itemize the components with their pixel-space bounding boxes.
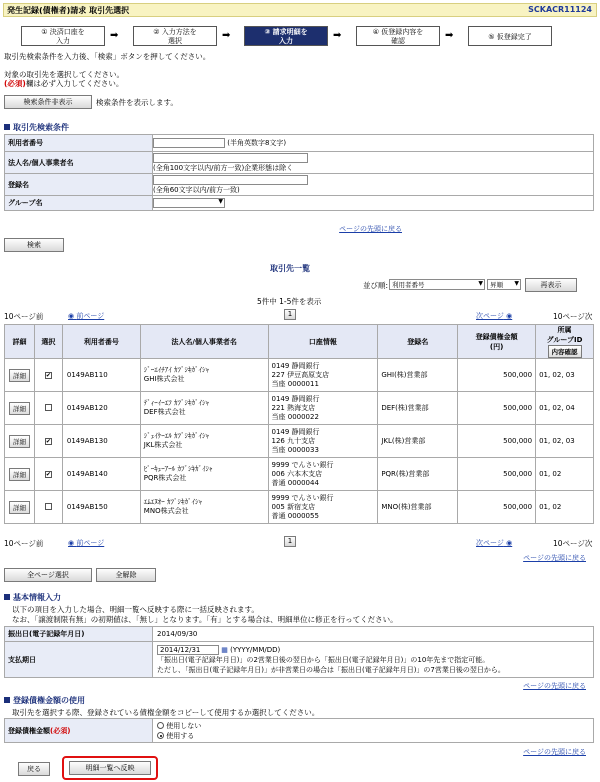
arrow-right-icon: ➡ — [445, 30, 454, 41]
col-user-no: 利用者番号 — [62, 325, 140, 359]
page-top-link[interactable]: ページの先頭に戻る — [523, 682, 586, 690]
list-title: 取引先一覧 — [270, 264, 310, 273]
user-no-cell: 0149AB140 — [62, 458, 140, 491]
select-all-button[interactable]: 全ページ選択 — [4, 568, 92, 582]
name-cell: PQR株式会社 — [143, 474, 187, 482]
usage-opt-yes-label: 使用する — [166, 731, 195, 740]
user-no-input[interactable] — [153, 138, 225, 148]
step-4: ④ 仮登録内容を 確認 — [356, 26, 440, 46]
page-top-link[interactable]: ページの先頭に戻る — [339, 225, 402, 233]
name-kana: ﾋﾟｰｷｭｰｱｰﾙ ｶﾌﾞｼｷｶﾞｲｼｬ — [143, 465, 213, 473]
reg-cell: GHI(株)営業部 — [378, 359, 458, 392]
arrow-right-icon: ➡ — [110, 30, 119, 41]
bank-cell: 0149 静岡銀行 — [271, 394, 320, 403]
amount-cell: 500,000 — [458, 458, 536, 491]
amount-cell: 500,000 — [458, 425, 536, 458]
col-reg: 登録名 — [378, 325, 458, 359]
usage-section-title: 登録債権金額の使用 — [4, 695, 85, 706]
select-checkbox[interactable]: ✔ — [45, 471, 51, 478]
usage-table — [4, 718, 594, 743]
basic-table — [4, 626, 594, 678]
prev-10-link[interactable]: 10ページ前 — [4, 312, 44, 321]
name-cell: JKL株式会社 — [143, 441, 183, 449]
page-title: 発生記録(債権者)請求 取引先選択 — [7, 6, 130, 15]
account-cell: 当座 0000011 — [271, 379, 319, 388]
prev-page-link[interactable]: ◉ 前ページ — [68, 312, 105, 320]
detail-button[interactable]: 詳細 — [9, 402, 30, 415]
calendar-icon[interactable]: ▦ — [221, 645, 228, 654]
bank-cell: 9999 でんさい銀行 — [271, 460, 334, 469]
prev-10-link-bottom[interactable]: 10ページ前 — [4, 539, 44, 548]
usage-desc: 取引先を選択する際、登録されている債権金額をコピーして使用するか選択してください。 — [12, 708, 320, 717]
select-checkbox[interactable] — [45, 404, 52, 411]
next-page-link-bottom[interactable]: 次ページ ◉ — [476, 539, 513, 547]
table-row — [5, 491, 594, 524]
account-cell: 当座 0000022 — [271, 412, 319, 421]
toggle-search-button[interactable]: 検索条件非表示 — [4, 95, 92, 109]
col-account: 口座情報 — [268, 325, 378, 359]
bank-cell: 0149 静岡銀行 — [271, 427, 320, 436]
name-kana: ｴﾑｴﾇｵｰ ｶﾌﾞｼｷｶﾞｲｼｬ — [143, 498, 203, 506]
reg-hint: (全角60文字以内/前方一致) — [153, 186, 240, 194]
due-format: (YYYY/MM/DD) — [230, 645, 281, 654]
due-note2: ただし、「振出日(電子記録年月日)」が非営業日の場合は「振出日(電子記録年月日)」の7営業日後の翌日から。 — [157, 665, 505, 674]
table-row — [5, 392, 594, 425]
usage-radio-no[interactable] — [157, 722, 164, 729]
col-group: 所属 グループID — [546, 326, 583, 344]
arrow-right-icon: ➡ — [222, 30, 231, 41]
col-amount: 登録債権金額 (円) — [458, 325, 536, 359]
branch-cell: 126 九十支店 — [271, 436, 316, 445]
group-cell: 01, 02, 03 — [536, 425, 594, 458]
search-button[interactable]: 検索 — [4, 238, 64, 252]
account-cell: 普通 0000055 — [271, 511, 319, 520]
group-cell: 01, 02 — [536, 491, 594, 524]
bank-cell: 9999 でんさい銀行 — [271, 493, 334, 502]
page-top-link[interactable]: ページの先頭に戻る — [523, 748, 586, 756]
intro-line2: 対象の取引先を選択してください。 — [4, 70, 124, 79]
required-mark: (必須) — [4, 79, 26, 88]
sort-select[interactable]: 利用者番号 ▼ — [389, 279, 485, 290]
table-row — [5, 458, 594, 491]
name-kana: ｼﾞｪｲｹｰｴﾙ ｶﾌﾞｼｷｶﾞｲｼｬ — [143, 432, 210, 440]
reg-cell: MNO(株)営業部 — [378, 491, 458, 524]
redisplay-button[interactable]: 再表示 — [525, 278, 577, 292]
next-10-link-bottom[interactable]: 10ページ次 — [553, 539, 593, 548]
due-note1: 「振出日(電子記録年月日)」の2営業日後の翌日から「振出日(電子記録年月日)」の10年先まで指定可能。 — [157, 655, 490, 664]
name-input[interactable] — [153, 153, 308, 163]
screen-id: SCKACR11124 — [528, 5, 592, 14]
group-cell: 01, 02 — [536, 458, 594, 491]
date-value: 2014/09/30 — [153, 627, 594, 642]
basic-desc1: 以下の項目を入力した場合、明細一覧へ反映する際に一括反映されます。 — [12, 605, 259, 614]
col-name: 法人名/個人事業者名 — [140, 325, 268, 359]
next-10-link[interactable]: 10ページ次 — [553, 312, 593, 321]
usage-radio-yes[interactable] — [157, 732, 164, 739]
intro-line1: 取引先検索条件を入力後、「検索」ボタンを押してください。 — [4, 52, 211, 61]
arrow-right-icon: ➡ — [333, 30, 342, 41]
detail-button[interactable]: 詳細 — [9, 435, 30, 448]
chevron-down-icon: ▼ — [514, 280, 519, 287]
due-input[interactable]: 2014/12/31 — [157, 645, 219, 655]
branch-cell: 227 伊豆高原支店 — [271, 370, 330, 379]
name-hint: (全角100文字以内/前方一致)企業形態は除く — [153, 164, 294, 172]
account-cell: 普通 0000044 — [271, 478, 319, 487]
basic-section-title: 基本情報入力 — [4, 592, 61, 603]
reg-cell: DEF(株)営業部 — [378, 392, 458, 425]
branch-cell: 221 熱海支店 — [271, 403, 316, 412]
step-1: ① 決済口座を 入力 — [21, 26, 105, 46]
user-no-hint: (半角英数字8文字) — [227, 139, 287, 147]
due-label: 支払期日 — [5, 642, 153, 678]
name-kana: ｼﾞｰｴｲﾁｱｲ ｶﾌﾞｼｷｶﾞｲｼｬ — [143, 366, 210, 374]
amount-cell: 500,000 — [458, 491, 536, 524]
basic-desc2: なお、「譲渡制限有無」の初期値は、「無し」となります。「有」とする場合は、明細単位に修正を行ってください。 — [12, 615, 398, 624]
intro-line3: 欄は必ず入力してください。 — [25, 79, 124, 88]
group-cell: 01, 02, 04 — [536, 392, 594, 425]
bank-cell: 0149 静岡銀行 — [271, 361, 320, 370]
table-row — [5, 425, 594, 458]
step-3: ③ 請求明細を 入力 — [244, 26, 328, 46]
name-cell: DEF株式会社 — [143, 408, 186, 416]
group-select[interactable] — [153, 198, 225, 208]
select-checkbox[interactable] — [45, 503, 52, 510]
chevron-down-icon: ▼ — [218, 198, 223, 205]
reg-input[interactable] — [153, 175, 308, 185]
required-mark: (必須) — [50, 726, 71, 735]
page-1-button-bottom[interactable]: 1 — [284, 536, 296, 547]
col-select: 選択 — [34, 325, 62, 359]
branch-cell: 006 六本木支店 — [271, 469, 323, 478]
name-kana: ﾃﾞｨｰｲｰｴﾌ ｶﾌﾞｼｷｶﾞｲｼｬ — [143, 399, 210, 407]
search-section-title: 取引先検索条件 — [4, 122, 69, 133]
usage-label: 登録債権金額 — [8, 726, 50, 735]
name-cell: GHI株式会社 — [143, 375, 185, 383]
amount-cell: 500,000 — [458, 392, 536, 425]
usage-opt-no-label: 使用しない — [166, 721, 202, 730]
select-checkbox[interactable]: ✔ — [45, 372, 51, 379]
step-5: ⑤ 仮登録完了 — [468, 26, 552, 46]
date-label: 振出日(電子記録年月日) — [5, 627, 153, 642]
reg-cell: PQR(株)営業部 — [378, 458, 458, 491]
name-label: 法人名/個人事業者名 — [5, 152, 153, 174]
user-no-cell: 0149AB150 — [62, 491, 140, 524]
user-no-cell: 0149AB120 — [62, 392, 140, 425]
user-no-cell: 0149AB110 — [62, 359, 140, 392]
detail-button[interactable]: 詳細 — [9, 501, 30, 514]
user-no-cell: 0149AB130 — [62, 425, 140, 458]
back-button[interactable]: 戻る — [18, 762, 50, 776]
page-top-link[interactable]: ページの先頭に戻る — [523, 554, 586, 562]
reg-cell: JKL(株)営業部 — [378, 425, 458, 458]
sort-label: 並び順: — [363, 281, 389, 290]
order-select[interactable]: 昇順 ▼ — [487, 279, 521, 290]
deselect-all-button[interactable]: 全解除 — [96, 568, 156, 582]
branch-cell: 005 新宿支店 — [271, 502, 316, 511]
amount-cell: 500,000 — [458, 359, 536, 392]
name-cell: MNO株式会社 — [143, 507, 189, 515]
detail-button[interactable]: 詳細 — [9, 369, 30, 382]
group-cell: 01, 02, 03 — [536, 359, 594, 392]
next-page-link[interactable]: 次ページ ◉ — [476, 312, 513, 320]
select-checkbox[interactable]: ✔ — [45, 438, 51, 445]
chevron-down-icon: ▼ — [478, 280, 483, 287]
prev-page-link-bottom[interactable]: ◉ 前ページ — [68, 539, 105, 547]
reg-label: 登録名 — [5, 174, 153, 196]
col-detail: 詳細 — [5, 325, 35, 359]
group-label: グループ名 — [5, 196, 153, 211]
result-count: 5件中 1-5件を表示 — [257, 297, 322, 306]
step-2: ② 入力方法を 選択 — [133, 26, 217, 46]
table-row — [5, 359, 594, 392]
account-cell: 当座 0000033 — [271, 445, 319, 454]
search-table — [4, 134, 594, 211]
user-no-label: 利用者番号 — [5, 135, 153, 152]
page-1-button[interactable]: 1 — [284, 309, 296, 320]
detail-button[interactable]: 詳細 — [9, 468, 30, 481]
counterparty-table — [4, 324, 594, 524]
title-bar — [3, 3, 597, 17]
toggle-note: 検索条件を表示します。 — [96, 98, 178, 107]
apply-to-list-button[interactable]: 明細一覧へ反映 — [69, 761, 151, 775]
group-content-button[interactable]: 内容確認 — [548, 345, 582, 358]
